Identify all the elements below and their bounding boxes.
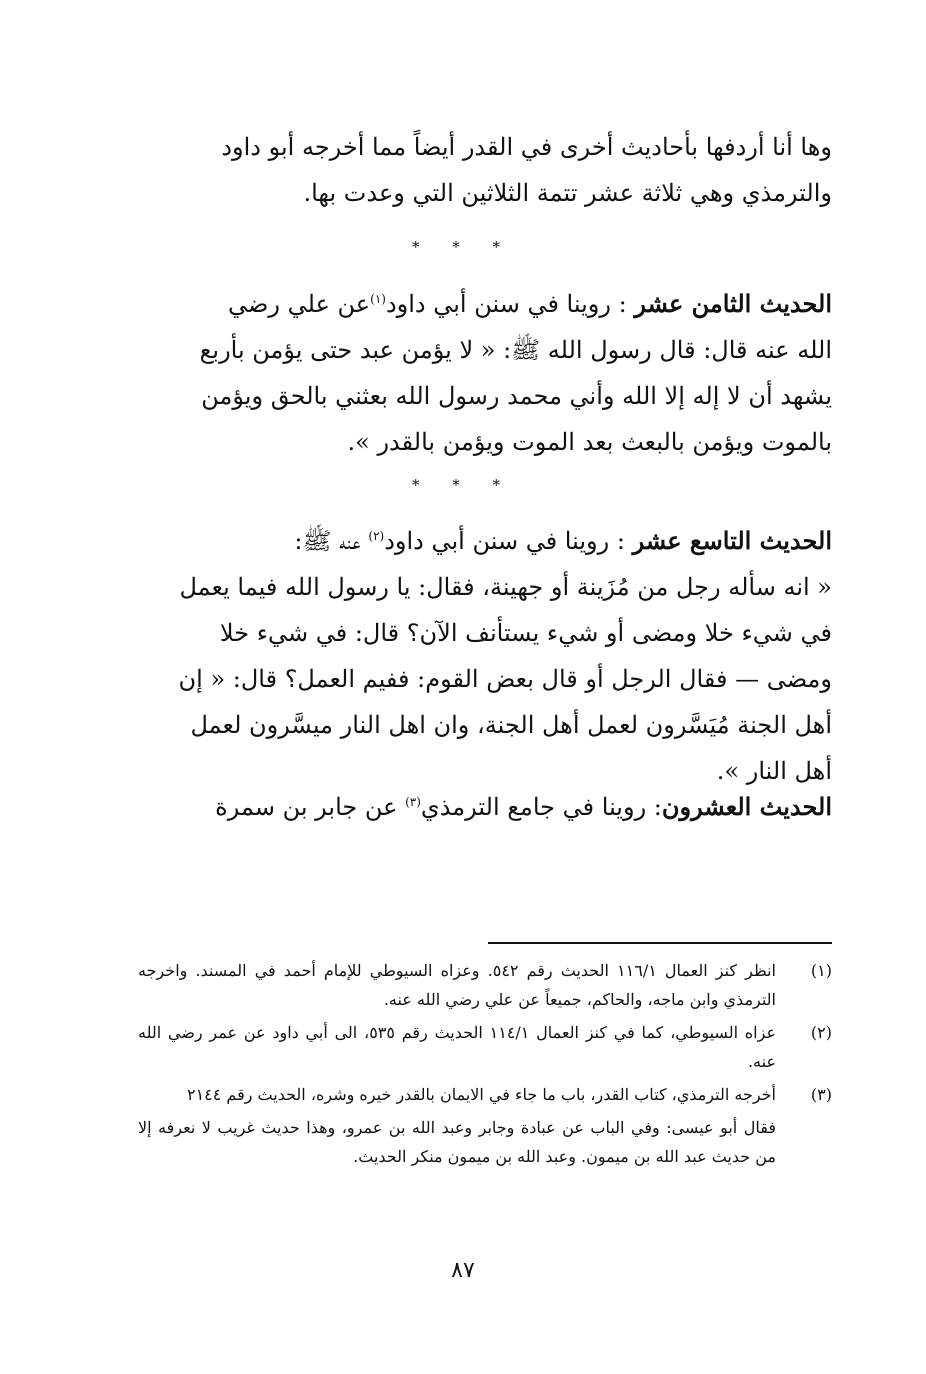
hadith-19-paragraph: [138, 518, 832, 794]
hadith-18-intro-text: : روينا في سنن أبي داود: [385, 290, 627, 318]
intro-line-2: والترمذي وهي ثلاثة عشر تتمة الثلاثين التي وعدت بها.: [303, 179, 832, 207]
hadith-18-paragraph: [138, 281, 832, 465]
footnote-3: [138, 1080, 832, 1109]
footnote-ref-1[interactable]: (١): [370, 292, 386, 306]
footnote-3-text: أخرجه الترمذي، كتاب القدر، باب ما جاء في الايمان بالقدر خيره وشره، الحديث رقم ٢١٤٤: [186, 1085, 776, 1104]
footnote-1: [138, 956, 832, 1014]
hadith-20-heading: الحديث العشرون: [661, 792, 832, 821]
hadith-18-line-2: الله عنه قال: قال رسول الله ﷺ: « لا يؤمن عبد حتى يؤمن بأربع: [199, 336, 832, 364]
hadith-20-line-1: [138, 784, 832, 830]
footnote-2: [138, 1018, 832, 1076]
hadith-19-line-4: ومضى — فقال الرجل أو قال بعض القوم: ففيم العمل؟ قال: « إن: [178, 665, 832, 693]
footnotes-section: [138, 956, 832, 1171]
hadith-18-line-1: [138, 281, 832, 327]
footnote-ref-2[interactable]: (٢): [368, 529, 385, 543]
footnote-2-number: (٢): [810, 1023, 832, 1042]
hadith-20-intro-text: : روينا في جامع الترمذي: [420, 793, 662, 821]
hadith-20-paragraph: [138, 784, 832, 830]
hadith-19-line-1-end: عنه ﷺ:: [294, 527, 361, 555]
footnote-3-continuation: فقال أبو عيسى: وفي الباب عن عبادة وجابر وعبد الله بن عمرو، وهذا حديث غريب لا نعرفه إلا من حديث عبد الله بن ميمون. وعبد الله بن ميمون منكر الحديث.: [138, 1118, 776, 1166]
hadith-19-line-1: [138, 518, 832, 564]
footnote-3-number: (٣): [810, 1085, 832, 1104]
hadith-19-intro-text: : روينا في سنن أبي داود: [384, 527, 625, 555]
footnote-1-text: انظر كنز العمال ١١٦/١ الحديث رقم ٥٤٢. وعزاه السيوطي للإمام أحمد في المسند. واخرجه الترمذي وابن ماجه، والحاكم، جميعاً عن علي رضي الله عنه.: [138, 961, 777, 1009]
hadith-19-line-5: أهل الجنة مُيَسَّرون لعمل أهل الجنة، وان اهل النار ميسَّرون لعمل: [190, 711, 832, 739]
hadith-18-heading: الحديث الثامن عشر: [634, 289, 832, 318]
hadith-19-line-3: في شيء خلا ومضى أو شيء يستأنف الآن؟ قال: في شيء خلا: [219, 619, 832, 647]
hadith-18-line-4: بالموت ويؤمن بالبعث بعد الموت ويؤمن بالقدر ».: [347, 428, 832, 456]
footnote-2-text: عزاه السيوطي، كما في كنز العمال ١١٤/١ الحديث رقم ٥٣٥، الى أبي داود عن عمر رضي الله عنه.: [138, 1023, 777, 1071]
footnote-ref-3[interactable]: (٣): [405, 795, 421, 809]
intro-paragraph: [138, 124, 832, 216]
section-separator-1: * * *: [411, 238, 515, 256]
hadith-20-line-1-end: عن جابر بن سمرة: [215, 793, 398, 821]
intro-line-1: وها أنا أردفها بأحاديث أخرى في القدر أيضاً مما أخرجه أبو داود: [221, 133, 832, 161]
section-separator-2: * * *: [411, 476, 515, 494]
footnote-divider: [488, 942, 832, 944]
page-number: ٨٧: [451, 1258, 475, 1283]
footnote-1-number: (١): [810, 961, 832, 980]
hadith-18-line-1-end: عن علي رضي: [228, 290, 371, 318]
hadith-18-line-3: يشهد أن لا إله إلا الله وأني محمد رسول الله بعثني بالحق ويؤمن: [201, 382, 832, 410]
hadith-19-line-2: « انه سأله رجل من مُزَينة أو جهينة، فقال: يا رسول الله فيما يعمل: [179, 573, 832, 601]
hadith-19-line-6: أهل النار ».: [716, 757, 832, 785]
hadith-19-heading: الحديث التاسع عشر: [632, 526, 832, 555]
